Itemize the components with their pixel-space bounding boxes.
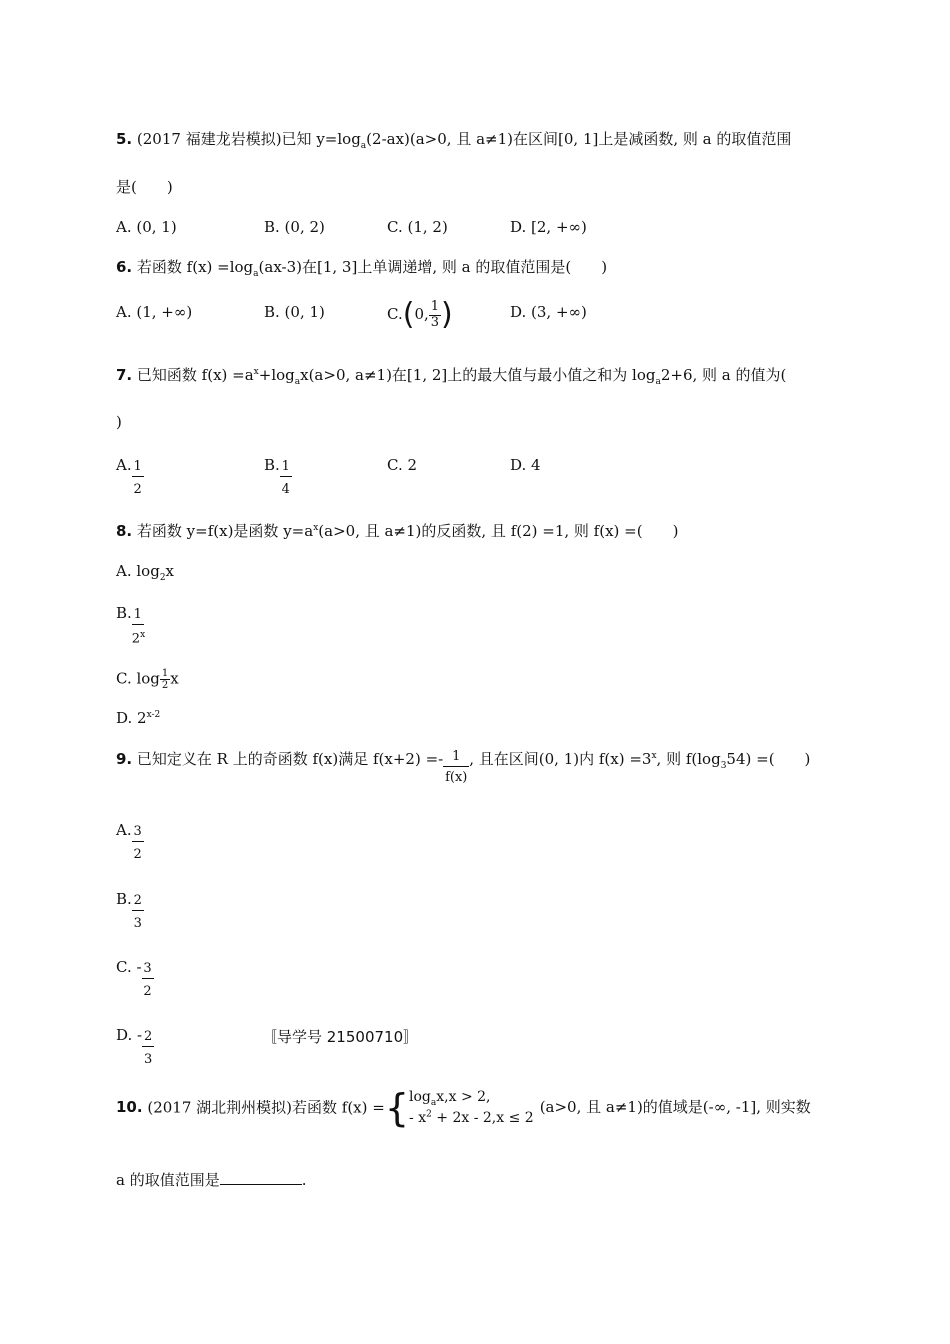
q6-option-d: D. (3, +∞) bbox=[510, 303, 587, 321]
q9-option-d bbox=[116, 1028, 154, 1066]
q10-piecewise-cases bbox=[409, 1088, 534, 1128]
q9-a-num: 3 bbox=[132, 823, 144, 842]
q8-c-num: 1 bbox=[161, 668, 169, 679]
q8-text-b: (a>0, 且 a≠1)的反函数, 且 f(2) =1, 则 f(x) =( ) bbox=[318, 522, 679, 540]
q8-option-a-log: A. log bbox=[116, 562, 160, 580]
q8-line1 bbox=[116, 524, 678, 539]
q7-option-a-fraction bbox=[132, 458, 144, 496]
q9-d-num: 2 bbox=[142, 1028, 154, 1047]
q9-frac-den: f(x) bbox=[445, 770, 468, 785]
q8-option-c-var: x bbox=[170, 669, 179, 688]
q5-line1 bbox=[116, 132, 791, 151]
q6-frac-den: 3 bbox=[430, 314, 440, 330]
q7-log-base-2: a bbox=[655, 377, 661, 387]
q7-option-a bbox=[116, 458, 144, 496]
q7-option-b-fraction bbox=[280, 458, 292, 496]
q10-text-b: (a>0, 且 a≠1)的值域是(-∞, -1], 则实数 bbox=[539, 1098, 811, 1117]
q10-case-2-exp: 2 bbox=[426, 1109, 432, 1120]
q6-option-a: A. (1, +∞) bbox=[116, 303, 193, 321]
q6-log-base: a bbox=[253, 269, 259, 279]
q9-reference-number: 〚导学号 21500710〛 bbox=[262, 1028, 419, 1046]
q9-option-c bbox=[116, 960, 154, 998]
q6-frac-num: 1 bbox=[430, 299, 440, 315]
q7-option-b bbox=[264, 458, 292, 496]
q7-line1 bbox=[116, 368, 786, 387]
q7-text-a: 已知函数 f(x) =a bbox=[132, 366, 254, 384]
q5-text-b: (2-ax)(a>0, 且 a≠1)在区间[0, 1]上是减函数, 则 a 的取值范围 bbox=[366, 130, 792, 148]
q9-option-d-label: D. - bbox=[116, 1026, 143, 1044]
q9-c-den: 2 bbox=[143, 984, 152, 999]
q7-number: 7. bbox=[116, 366, 133, 384]
q5-log-base: a bbox=[360, 141, 367, 151]
q9-option-c-label: C. - bbox=[116, 958, 142, 976]
q8-text-a: 若函数 y=f(x)是函数 y=a bbox=[132, 522, 314, 540]
q8-b-num: 1 bbox=[132, 606, 144, 625]
q7-b-num: 1 bbox=[280, 458, 292, 477]
q10-case-2 bbox=[409, 1109, 534, 1127]
q7-option-c: C. 2 bbox=[387, 456, 418, 474]
q8-option-a-base: 2 bbox=[159, 573, 166, 583]
q7-option-a-label: A. bbox=[116, 456, 132, 474]
q10-case-1-cond: x,x > 2, bbox=[436, 1089, 491, 1105]
q8-b-den bbox=[132, 625, 144, 645]
q8-option-c bbox=[116, 668, 179, 691]
q6-number: 6. bbox=[116, 258, 133, 276]
q8-option-d bbox=[116, 711, 160, 726]
q7-log-base-1: a bbox=[294, 377, 301, 387]
q10-case-1 bbox=[409, 1088, 534, 1109]
q9-option-a-label: A. bbox=[116, 821, 132, 839]
q9-text-b: , 且在区间(0, 1)内 f(x) =3 bbox=[469, 750, 652, 768]
q6-option-c-zero: 0, bbox=[414, 305, 429, 323]
q10-line2-text: a 的取值范围是 bbox=[116, 1171, 220, 1189]
q6-text-b: (ax-3)在[1, 3]上单调递增, 则 a 的取值范围是( ) bbox=[258, 258, 608, 276]
q9-b-den: 3 bbox=[133, 916, 142, 931]
q6-line1 bbox=[116, 260, 607, 279]
q7-option-b-label: B. bbox=[264, 456, 280, 474]
q10-case-2-a: - x bbox=[409, 1110, 427, 1127]
q6-text-a: 若函数 f(x) =log bbox=[132, 258, 254, 276]
q9-fraction bbox=[443, 748, 469, 784]
q7-option-d: D. 4 bbox=[510, 456, 541, 474]
q5-option-c: C. (1, 2) bbox=[387, 218, 448, 236]
q9-c-num: 3 bbox=[142, 960, 154, 979]
q5-option-a: A. (0, 1) bbox=[116, 218, 177, 236]
q9-text-c: , 则 f(log bbox=[656, 750, 721, 768]
q9-text-d: 54) =( ) bbox=[726, 750, 811, 768]
q7-text-b: +log bbox=[258, 366, 295, 384]
q7-a-den: 2 bbox=[133, 482, 142, 497]
q8-option-a-var: x bbox=[165, 562, 175, 580]
q10-case-1-log: log bbox=[409, 1089, 431, 1105]
q9-d-den: 3 bbox=[143, 1052, 153, 1067]
q6-option-c-fraction bbox=[429, 300, 441, 330]
q9-number: 9. bbox=[116, 750, 133, 768]
q8-b-den-base: 2 bbox=[131, 631, 141, 647]
q9-frac-num: 1 bbox=[443, 748, 469, 767]
q5-number: 5. bbox=[116, 130, 133, 148]
q9-b-num: 2 bbox=[132, 892, 144, 911]
q7-a-num: 1 bbox=[132, 458, 144, 477]
q10-left-brace: { bbox=[384, 1085, 410, 1130]
q9-option-c-fraction bbox=[142, 960, 154, 998]
q7-line2: ) bbox=[116, 413, 122, 431]
q10-line2 bbox=[116, 1170, 307, 1188]
q9-option-b bbox=[116, 892, 144, 930]
q5-text-a: (2017 福建龙岩模拟)已知 y=log bbox=[132, 130, 361, 148]
q9-option-b-fraction bbox=[132, 892, 144, 930]
q7-b-den: 4 bbox=[281, 482, 290, 497]
q6-option-c-label: C. bbox=[387, 305, 403, 323]
q10-answer-blank[interactable] bbox=[220, 1170, 302, 1185]
q9-log-base: 3 bbox=[720, 761, 727, 771]
q8-option-b-label: B. bbox=[116, 604, 132, 622]
q8-c-den: 2 bbox=[161, 680, 169, 691]
q10-text-a: (2017 湖北荆州模拟)若函数 f(x) = bbox=[142, 1098, 385, 1117]
q9-option-a bbox=[116, 823, 144, 861]
q7-text-c: x(a>0, a≠1)在[1, 2]上的最大值与最小值之和为 log bbox=[300, 366, 656, 384]
q9-a-den: 2 bbox=[133, 847, 142, 862]
q8-b-den-exp: x bbox=[140, 630, 146, 640]
q8-number: 8. bbox=[116, 522, 133, 540]
q8-exp: x bbox=[313, 523, 319, 533]
q10-case-1-base: a bbox=[430, 1097, 437, 1108]
q7-text-d: 2+6, 则 a 的值为( bbox=[660, 366, 787, 384]
q8-option-a bbox=[116, 564, 174, 583]
q5-line2: 是( ) bbox=[116, 178, 173, 196]
q10-line1 bbox=[116, 1085, 811, 1130]
q9-exp: x bbox=[651, 751, 657, 761]
q6-paren-close: ) bbox=[441, 297, 453, 332]
q8-option-d-base: D. 2 bbox=[116, 709, 147, 727]
q6-option-c bbox=[387, 297, 453, 332]
q8-option-b-fraction bbox=[132, 606, 144, 645]
q5-option-d: D. [2, +∞) bbox=[510, 218, 587, 236]
q8-option-c-base-fraction bbox=[160, 668, 170, 691]
q7-exp: x bbox=[253, 367, 259, 377]
q8-option-c-log: C. log bbox=[116, 669, 160, 688]
q9-option-a-fraction bbox=[132, 823, 144, 861]
q9-line1 bbox=[116, 749, 811, 785]
q5-option-b: B. (0, 2) bbox=[264, 218, 325, 236]
q8-option-b bbox=[116, 606, 144, 645]
q9-option-b-label: B. bbox=[116, 890, 132, 908]
q10-line2-end: . bbox=[301, 1171, 307, 1189]
q8-option-d-exp: x-2 bbox=[146, 710, 161, 720]
q9-text-a: 已知定义在 R 上的奇函数 f(x)满足 f(x+2) =- bbox=[132, 750, 444, 768]
q6-option-b: B. (0, 1) bbox=[264, 303, 325, 321]
q10-case-2-b: + 2x - 2,x ≤ 2 bbox=[431, 1110, 534, 1127]
q10-number: 10. bbox=[116, 1097, 143, 1116]
q6-paren-open: ( bbox=[402, 297, 415, 332]
q9-option-d-fraction bbox=[142, 1028, 154, 1066]
